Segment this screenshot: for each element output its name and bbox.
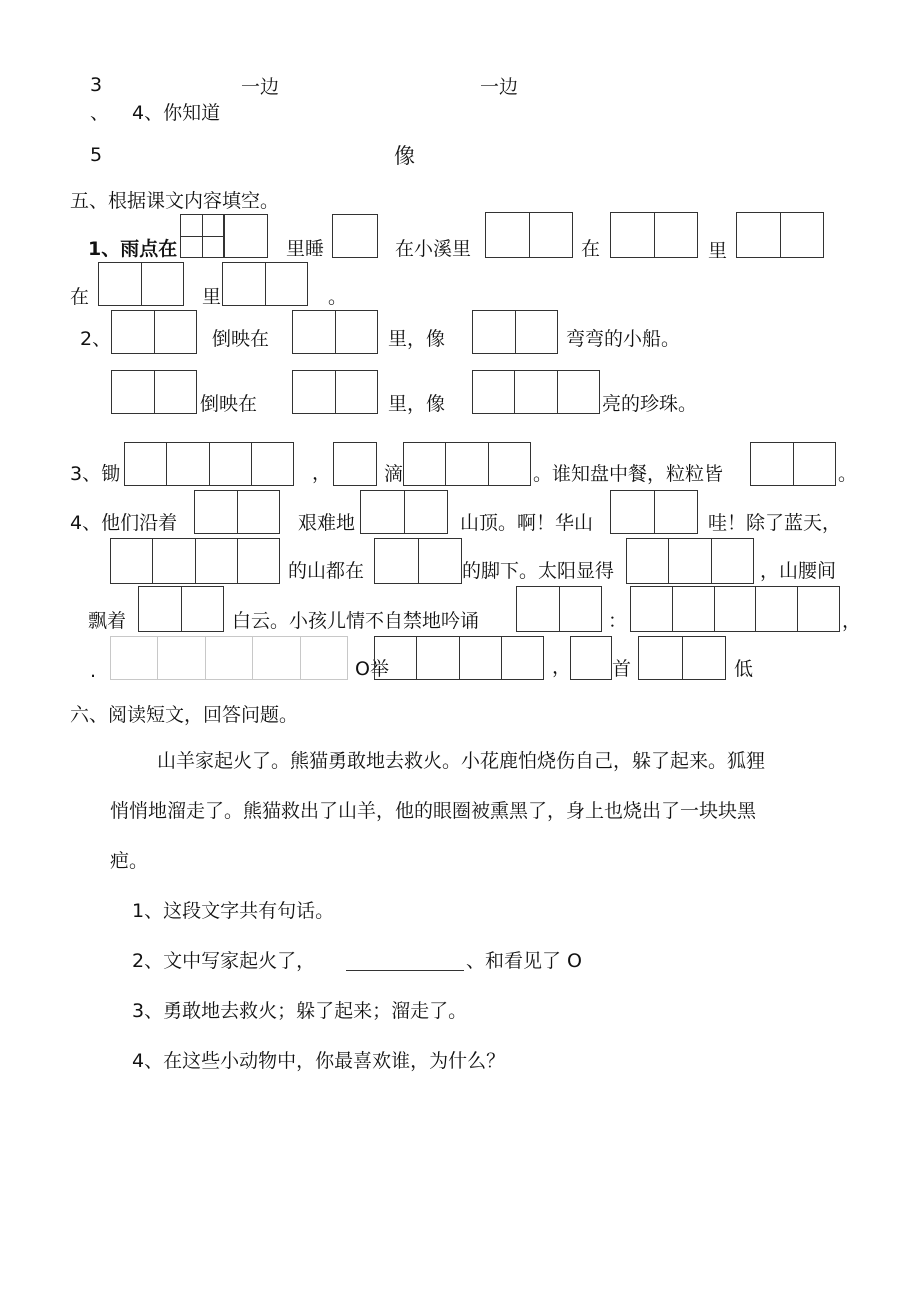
tianzige-box[interactable] bbox=[180, 214, 224, 258]
answer-box-q2-f[interactable] bbox=[472, 370, 600, 414]
q3-prefix: 3、锄 bbox=[70, 463, 121, 485]
q2-b-lixiang: 里，像 bbox=[388, 393, 446, 415]
answer-box-q4-j[interactable] bbox=[110, 636, 348, 680]
item-number-3: 3 bbox=[90, 74, 103, 96]
reading-question-1: 1、这段文字共有句话。 bbox=[132, 900, 335, 922]
q4-oju: O举 bbox=[355, 658, 389, 680]
enumeration-comma: 、 bbox=[90, 102, 110, 124]
passage-line-3: 疤。 bbox=[110, 850, 149, 872]
q1-prefix: 1、雨点在 bbox=[88, 238, 178, 260]
answer-box-q3-a[interactable] bbox=[124, 442, 294, 486]
q2-b-end: 亮的珍珠。 bbox=[602, 393, 698, 415]
answer-box-q1-f[interactable] bbox=[98, 262, 184, 306]
answer-box-q1-b[interactable] bbox=[332, 214, 378, 258]
answer-blank-line[interactable] bbox=[346, 970, 464, 971]
q1-zai: 在 bbox=[581, 238, 601, 260]
answer-box-q4-h[interactable] bbox=[516, 586, 602, 632]
q3-mid: 。谁知盘中餐，粒粒皆 bbox=[533, 463, 724, 485]
section-6-heading: 六、阅读短文，回答问题。 bbox=[70, 704, 299, 726]
q4-comma-end: ， bbox=[842, 610, 862, 632]
q4-jiaoxia: 的脚下。太阳显得 bbox=[462, 560, 615, 582]
q3-comma: ， bbox=[312, 462, 332, 484]
q4-prefix: 4、他们沿着 bbox=[70, 512, 178, 534]
answer-box-q1-c[interactable] bbox=[485, 212, 573, 258]
q1-zaixiaoxili: 在小溪里 bbox=[395, 238, 472, 260]
xiang-text: 像 bbox=[394, 144, 415, 168]
q1-zai-2: 在 bbox=[70, 286, 90, 308]
reading-question-2-rest: 、和看见了 O bbox=[466, 950, 582, 972]
q1-period: 。 bbox=[328, 286, 348, 308]
q3-di: 滴 bbox=[384, 463, 404, 485]
q4-shanding: 山顶。啊！华山 bbox=[460, 512, 594, 534]
reading-question-4: 4、在这些小动物中，你最喜欢谁，为什么？ bbox=[132, 1050, 506, 1072]
reading-question-2: 2、文中写家起火了， bbox=[132, 950, 316, 972]
section-5-heading: 五、根据课文内容填空。 bbox=[70, 190, 280, 212]
answer-box-q3-d[interactable] bbox=[750, 442, 836, 486]
q4-comma-shanyao: ，山腰间 bbox=[760, 560, 837, 582]
answer-box-q4-f[interactable] bbox=[626, 538, 754, 584]
q1-li: 里 bbox=[708, 240, 728, 262]
answer-box-q2-d[interactable] bbox=[111, 370, 197, 414]
question-4-ni-zhidao: 4、你知道 bbox=[132, 102, 221, 124]
answer-box-q4-b[interactable] bbox=[360, 490, 448, 534]
yibian-text-2: 一边 bbox=[480, 76, 519, 98]
item-number-5: 5 bbox=[90, 144, 103, 166]
answer-box-q2-e[interactable] bbox=[292, 370, 378, 414]
answer-box-q4-g[interactable] bbox=[138, 586, 224, 632]
q4-shou: 首 bbox=[612, 658, 632, 680]
answer-box-q4-c[interactable] bbox=[610, 490, 698, 534]
answer-box-q1-a[interactable] bbox=[224, 214, 268, 258]
q2-number: 2、 bbox=[80, 328, 112, 350]
answer-box-q1-g[interactable] bbox=[222, 262, 308, 306]
q2-a-daoying: 倒映在 bbox=[212, 328, 270, 350]
q4-comma-2: ， bbox=[552, 656, 572, 678]
q4-wa: 哇！除了蓝天， bbox=[708, 512, 842, 534]
q4-piaozhe: 飘着 bbox=[88, 610, 127, 632]
q4-colon: ： bbox=[608, 610, 628, 632]
reading-question-3: 3、勇敢地去救火；躲了起来；溜走了。 bbox=[132, 1000, 468, 1022]
answer-box-q4-m[interactable] bbox=[638, 636, 726, 680]
q3-period: 。 bbox=[838, 463, 858, 485]
answer-box-q4-a[interactable] bbox=[194, 490, 280, 534]
answer-box-q4-e[interactable] bbox=[374, 538, 462, 584]
q4-deshandouzai: 的山都在 bbox=[288, 560, 365, 582]
q2-a-lixiang: 里，像 bbox=[388, 328, 446, 350]
q2-b-daoying: 倒映在 bbox=[200, 393, 258, 415]
yibian-text-1: 一边 bbox=[241, 76, 280, 98]
answer-box-q4-i[interactable] bbox=[630, 586, 840, 632]
q4-baiyun: 白云。小孩儿情不自禁地吟诵 bbox=[232, 610, 480, 632]
answer-box-q1-e[interactable] bbox=[736, 212, 824, 258]
passage-line-2: 悄悄地溜走了。熊猫救出了山羊，他的眼圈被熏黑了，身上也烧出了一块块黑 bbox=[110, 800, 757, 822]
q4-dot: . bbox=[90, 660, 97, 682]
q4-jiannan: 艰难地 bbox=[298, 512, 356, 534]
q2-a-end: 弯弯的小船。 bbox=[566, 328, 681, 350]
answer-box-q4-l[interactable] bbox=[570, 636, 612, 680]
q1-li-2: 里 bbox=[202, 286, 222, 308]
answer-box-q2-a[interactable] bbox=[111, 310, 197, 354]
q1-lishui: 里睡 bbox=[286, 238, 325, 260]
answer-box-q4-d[interactable] bbox=[110, 538, 280, 584]
q4-di-low: 低 bbox=[734, 658, 754, 680]
answer-box-q1-d[interactable] bbox=[610, 212, 698, 258]
answer-box-q2-b[interactable] bbox=[292, 310, 378, 354]
passage-line-1: 山羊家起火了。熊猫勇敢地去救火。小花鹿怕烧伤自己，躲了起来。狐狸 bbox=[157, 750, 766, 772]
answer-box-q4-k[interactable] bbox=[374, 636, 544, 680]
answer-box-q2-c[interactable] bbox=[472, 310, 558, 354]
answer-box-q3-b[interactable] bbox=[333, 442, 377, 486]
answer-box-q3-c[interactable] bbox=[403, 442, 531, 486]
